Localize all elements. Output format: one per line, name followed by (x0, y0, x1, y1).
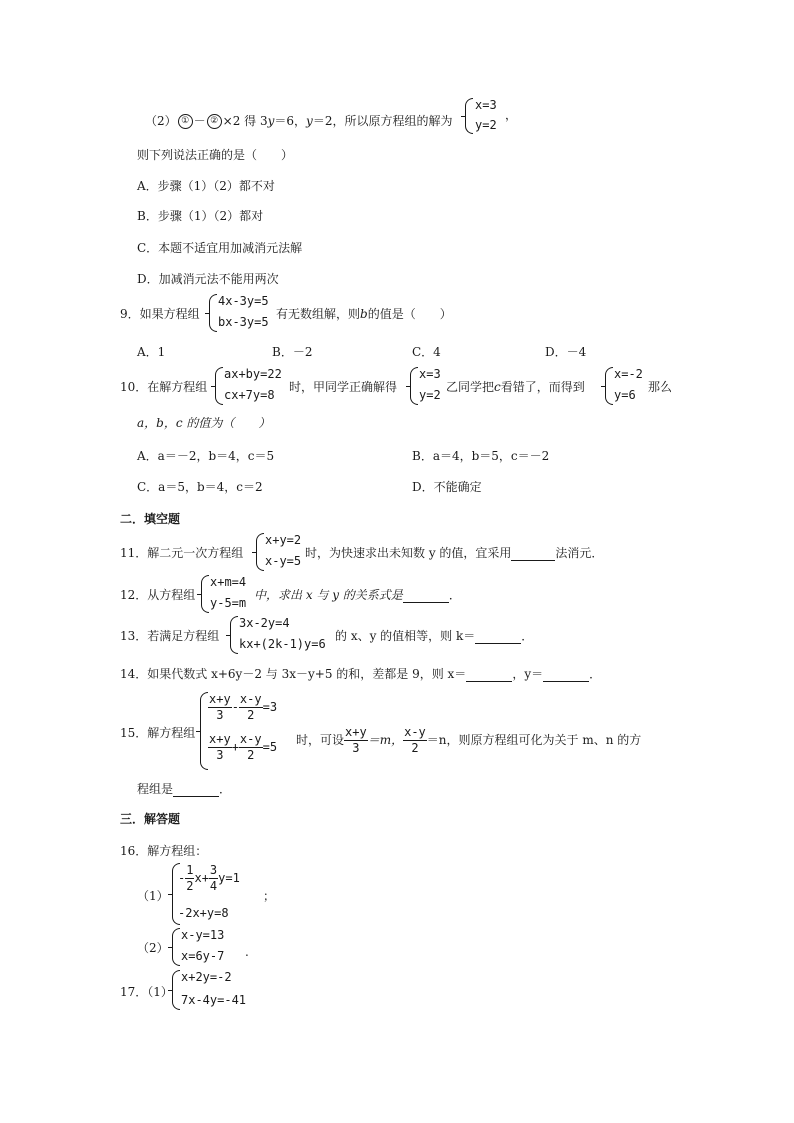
q9-text-b: 的值是（ ） (367, 307, 452, 321)
numerator: 3 (209, 863, 218, 877)
q8-option-c: C．本题不适宜用加减消元法解 (137, 241, 303, 255)
punctuation: ， (505, 108, 518, 122)
answer-blank[interactable] (475, 631, 521, 644)
equation: x-y=13 (181, 928, 225, 942)
var-y: y (267, 114, 275, 128)
fraction (208, 732, 232, 763)
q10-solution-2 (605, 365, 649, 407)
brace-icon (465, 98, 473, 134)
operator: - (178, 871, 186, 885)
fraction-n (403, 725, 427, 756)
q9-option-b: B．－2 (272, 345, 313, 359)
q17-system (172, 968, 267, 1012)
brace-icon (200, 692, 208, 770)
q8-solution-system (465, 96, 525, 136)
brace-icon (230, 616, 238, 654)
answer-blank[interactable] (511, 548, 555, 561)
q10-solution-1 (410, 365, 450, 407)
numerator: x+y (345, 725, 367, 739)
q17-label: 17．（1） (120, 985, 173, 999)
equation: x+2y=-2 (181, 970, 232, 984)
fraction (239, 732, 263, 763)
q16-part1-label: （1） (137, 889, 169, 903)
q12-text-body: 中，求出 x 与 y 的关系式是 (254, 588, 403, 602)
q10-text-d: 那么 (648, 380, 673, 394)
operator: - (231, 700, 239, 714)
rhs: y=1 (218, 871, 240, 885)
fraction (208, 692, 232, 723)
equation: y-5=m (210, 596, 247, 610)
denominator: 4 (209, 879, 218, 893)
equation: y=6 (614, 388, 636, 402)
numerator: x-y (239, 732, 262, 746)
equation: x+m=4 (210, 575, 247, 589)
q14-text-a: 14．如果代数式 x+6y－2 与 3x－y+5 的和，差都是 9，则 x＝ (120, 667, 467, 681)
equation: x=-2 (614, 367, 643, 381)
q10-option-b: B．a＝4，b＝5，c＝－2 (412, 449, 550, 463)
q11-number: 11．解二元一次方程组 (120, 546, 244, 560)
denominator: 3 (216, 748, 224, 762)
equation: kx+(2k-1)y=6 (239, 637, 326, 651)
brace-icon (215, 367, 223, 405)
q12-number: 12．从方程组 (120, 588, 196, 602)
equation: 4x-3y=5 (218, 294, 269, 308)
q14-text (120, 666, 601, 682)
term: x+ (194, 871, 209, 885)
q16-part2-end: . (245, 945, 249, 959)
step2-text: ×2 得 3 (222, 114, 268, 128)
section-heading-fill-in: 二．填空题 (120, 512, 181, 526)
q15-eq2 (208, 732, 277, 763)
q9-number: 9．如果方程组 (120, 307, 200, 321)
equation: y=2 (475, 118, 497, 132)
q11-text-body: 时，为快速求出未知数 y 的值，宜采用 (305, 546, 512, 560)
q16-part1-system (172, 861, 272, 927)
q10-option-a: A．a＝－2，b＝4，c＝5 (137, 449, 275, 463)
step2-text: ＝6， (274, 114, 307, 128)
q16-part1-eq1 (178, 863, 240, 894)
equation: 7x-4y=-41 (181, 993, 247, 1007)
numerator: x+y (209, 692, 231, 706)
fraction-m (344, 725, 368, 756)
q10-line2: a，b，c 的值为（ ） (137, 416, 271, 430)
q10-system (215, 365, 290, 407)
q15-text (296, 725, 641, 756)
q10-text-b (446, 379, 585, 395)
var-b: b (360, 307, 368, 321)
punctuation: ． (589, 667, 602, 681)
q8-ask: 则下列说法正确的是（ ） (137, 148, 294, 162)
brace-icon (410, 367, 418, 405)
q9-text (276, 306, 452, 322)
answer-blank[interactable] (403, 590, 449, 603)
denominator: 3 (216, 708, 224, 722)
brace-icon (201, 575, 209, 613)
q16-part2-label: （2） (137, 941, 169, 955)
q9-text-a: 有无数组解，则 (276, 307, 361, 321)
denominator: 3 (352, 741, 360, 755)
numerator: x-y (404, 725, 426, 739)
step-label: （2） (145, 114, 177, 128)
brace-icon (605, 367, 613, 405)
q15-eq1 (208, 692, 277, 723)
equation: x-y=5 (265, 554, 302, 568)
brace-icon (172, 970, 180, 1010)
q13-text-body: 的 x、y 的值相等，则 k＝ (335, 629, 476, 643)
q9-system (209, 292, 279, 334)
q8-option-d: D．加减消元法不能用两次 (137, 272, 279, 286)
q12-system (201, 573, 256, 615)
q10-text: 乙同学把 (446, 380, 495, 394)
q10-option-c: C．a＝5，b＝4，c＝2 (137, 480, 263, 494)
q13-system (230, 614, 340, 656)
q10-option-d: D．不能确定 (412, 480, 482, 494)
q15-number: 15．解方程组 (120, 726, 196, 740)
equation: cx+7y=8 (224, 388, 275, 402)
brace-icon (172, 928, 180, 966)
q9-option-d: D．－4 (545, 345, 587, 359)
q13-text (335, 628, 533, 644)
rhs: =5 (262, 740, 278, 754)
punctuation: ． (521, 629, 534, 643)
answer-blank-y[interactable] (543, 669, 589, 682)
equation: x=3 (419, 367, 441, 381)
equation: -2x+y=8 (178, 906, 229, 920)
equation: bx-3y=5 (218, 315, 269, 329)
punctuation: ． (448, 588, 461, 602)
q12-text (254, 587, 461, 603)
q14-text-b: ，y＝ (512, 667, 544, 681)
denominator: 2 (247, 748, 255, 762)
equation: 3x-2y=4 (239, 616, 290, 630)
q9-option-a: A．1 (137, 345, 166, 359)
step2-text: ＝2，所以原方程组的解为 (312, 114, 453, 128)
q8-step2: （2） ① － ② ×2 得 3y＝6，y＝2，所以原方程组的解为 (145, 114, 453, 128)
numerator: 1 (186, 863, 194, 877)
q15-text-a: 时，可设 (296, 733, 345, 747)
operator: + (231, 740, 239, 754)
denominator: 2 (247, 708, 255, 722)
equation: ax+by=22 (224, 367, 282, 381)
denominator: 2 (186, 879, 194, 893)
answer-blank[interactable] (173, 784, 219, 797)
answer-blank-x[interactable] (466, 669, 512, 682)
q13-number: 13．若满足方程组 (120, 629, 220, 643)
q16-title: 16．解方程组： (120, 844, 208, 858)
q9-option-c: C．4 (412, 345, 441, 359)
numerator: x+y (209, 732, 231, 746)
equation: x=3 (475, 98, 497, 112)
q15-eq-m: ＝m， (367, 733, 404, 747)
q16-part2-system (172, 926, 252, 968)
q15-line2-text: 程组是 (137, 782, 174, 796)
q10-text-a: 时，甲同学正确解得 (289, 380, 398, 394)
q15-eq-n: ＝n，则原方程组可化为关于 m、n 的方 (426, 733, 642, 747)
fraction (239, 692, 263, 723)
q10-number: 10．在解方程组 (120, 380, 208, 394)
q11-system (256, 531, 311, 573)
q15-system (200, 690, 300, 772)
denominator: 2 (411, 741, 419, 755)
punctuation: ． (219, 782, 232, 796)
q11-text-end: 法消元． (555, 546, 604, 560)
brace-icon (209, 294, 217, 332)
circled-number-1: ① (178, 114, 193, 129)
q8-option-a: A．步骤（1）（2）都不对 (137, 179, 275, 193)
equation: x=6y-7 (181, 949, 225, 963)
rhs: =3 (262, 700, 278, 714)
q16-part1-end: ； (263, 889, 276, 903)
q11-text (305, 545, 603, 561)
q10-text: 看错了，而得到 (500, 380, 585, 394)
equation: y=2 (419, 388, 441, 402)
brace-icon (256, 533, 264, 571)
var-y: y (306, 114, 313, 128)
fraction (209, 863, 218, 894)
circled-number-2: ② (207, 114, 222, 129)
equation: x+y=2 (265, 533, 302, 547)
section-heading-solve: 三．解答题 (120, 812, 181, 826)
q8-option-b: B．步骤（1）（2）都对 (137, 209, 264, 223)
q15-line2 (137, 781, 231, 797)
var-c: c (494, 380, 501, 394)
numerator: x-y (239, 692, 262, 706)
